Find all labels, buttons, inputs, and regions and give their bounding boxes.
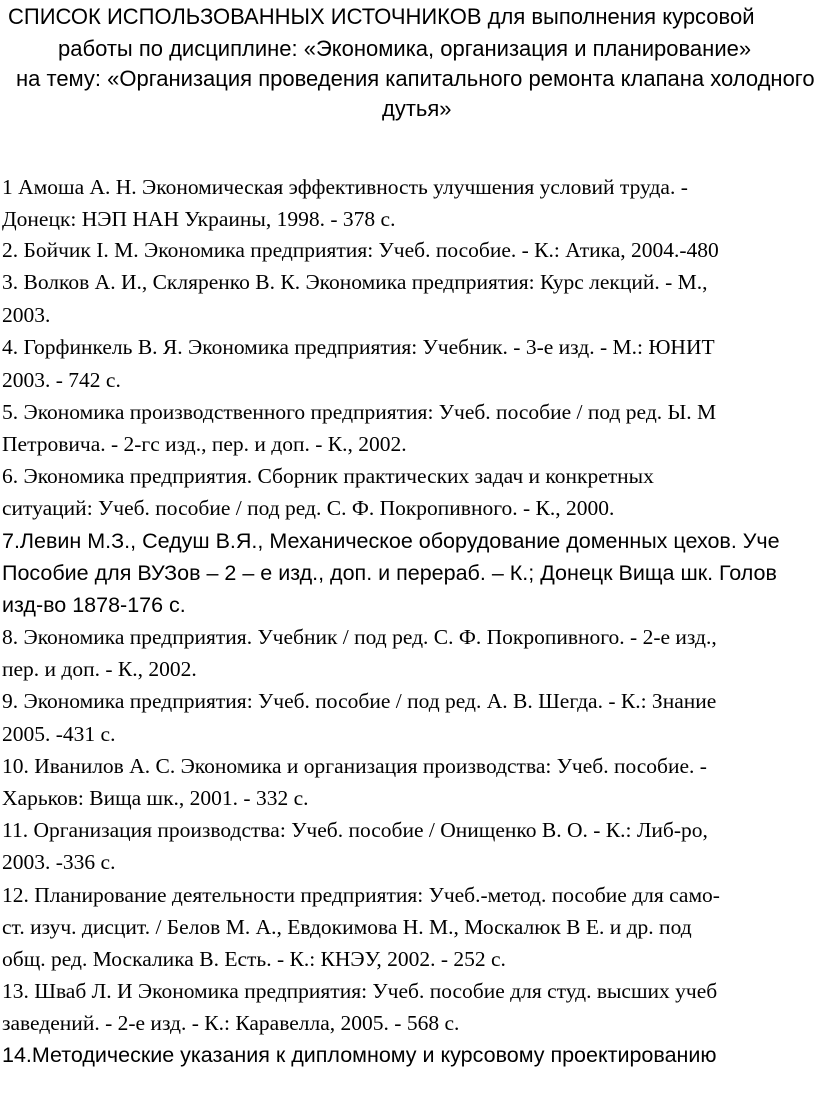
reference-5-line-2: Петровича. - 2-гс изд., пер. и доп. - К., 2002. <box>2 432 407 456</box>
reference-5-line-1: 5. Экономика производственного предприятия: Учеб. пособие / под ред. Ы. М <box>2 400 717 424</box>
reference-11-line-2: 2003. -336 с. <box>2 850 116 874</box>
header-line-3: на тему: «Организация проведения капитального ремонта клапана холодного <box>16 66 815 91</box>
reference-6-line-2: ситуаций: Учеб. пособие / под ред. С. Ф. Покропивного. - К., 2000. <box>2 496 615 520</box>
reference-2-line-1: 2. Бойчик I. М. Экономика предприятия: Учеб. пособие. - К.: Атика, 2004.-480 <box>2 238 719 262</box>
reference-12-line-3: общ. ред. Москалика В. Есть. - К.: КНЭУ, 2002. - 252 с. <box>2 947 506 971</box>
reference-12-line-2: ст. изуч. дисцит. / Белов М. А., Евдокимова Н. М., Москалюк В Е. и др. под <box>2 915 692 939</box>
reference-9-line-1: 9. Экономика предприятия: Учеб. пособие / под ред. А. В. Шегда. - К.: Знание <box>2 689 717 713</box>
reference-1-line-2: Донецк: НЭП НАН Украины, 1998. - 378 с. <box>2 207 396 231</box>
reference-9-line-2: 2005. -431 с. <box>2 722 116 746</box>
reference-4-line-2: 2003. - 742 с. <box>2 368 121 392</box>
reference-7-line-3: изд-во 1878-176 с. <box>2 593 186 617</box>
reference-7-line-2: Пособие для ВУЗов – 2 – е изд., доп. и перераб. – К.; Донецк Вища шк. Голов <box>2 561 777 585</box>
header-line-1: СПИСОК ИСПОЛЬЗОВАННЫХ ИСТОЧНИКОВ для выполнения курсовой <box>8 4 755 29</box>
header-line-2: работы по дисциплине: «Экономика, организация и планирование» <box>58 36 752 61</box>
reference-13-line-1: 13. Шваб Л. И Экономика предприятия: Учеб. пособие для студ. высших учеб <box>2 979 718 1003</box>
reference-3-line-1: 3. Волков А. И., Скляренко В. К. Экономика предприятия: Курс лекций. - М., <box>2 270 708 294</box>
reference-10-line-1: 10. Иванилов А. С. Экономика и организация производства: Учеб. пособие. - <box>2 754 707 778</box>
reference-13-line-2: заведений. - 2-е изд. - К.: Каравелла, 2005. - 568 с. <box>2 1011 460 1035</box>
header-line-4: дутья» <box>382 96 452 121</box>
reference-14-line-1: 14.Методические указания к дипломному и курсовому проектированию <box>2 1043 717 1067</box>
reference-7-line-1: 7.Левин М.З., Седуш В.Я., Механическое оборудование доменных цехов. Уче <box>2 529 780 553</box>
reference-12-line-1: 12. Планирование деятельности предприятия: Учеб.-метод. пособие для само- <box>2 883 720 907</box>
reference-11-line-1: 11. Организация производства: Учеб. пособие / Онищенко В. О. - К.: Либ-ро, <box>2 818 708 842</box>
reference-8-line-1: 8. Экономика предприятия. Учебник / под ред. С. Ф. Покропивного. - 2-е изд., <box>2 625 717 649</box>
reference-4-line-1: 4. Горфинкель В. Я. Экономика предприятия: Учебник. - 3-е изд. - М.: ЮНИТ <box>2 335 715 359</box>
reference-1-line-1: 1 Амоша А. Н. Экономическая эффективность улучшения условий труда. - <box>2 175 688 199</box>
reference-10-line-2: Харьков: Вища шк., 2001. - 332 с. <box>2 786 309 810</box>
reference-8-line-2: пер. и доп. - К., 2002. <box>2 657 197 681</box>
reference-6-line-1: 6. Экономика предприятия. Сборник практических задач и конкретных <box>2 464 654 488</box>
reference-3-line-2: 2003. <box>2 303 51 327</box>
